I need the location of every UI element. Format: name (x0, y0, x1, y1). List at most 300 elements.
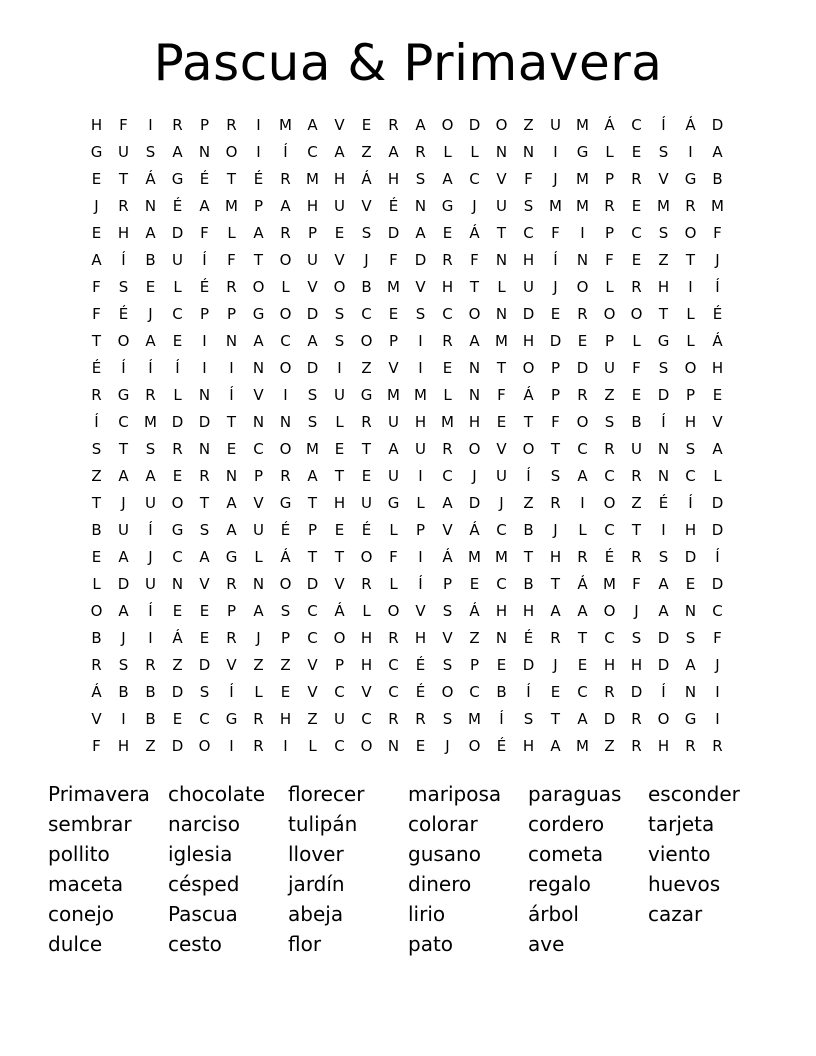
grid-letter[interactable]: S (685, 628, 696, 647)
grid-letter[interactable]: I (418, 547, 423, 566)
grid-letter[interactable]: A (253, 223, 264, 242)
grid-letter[interactable]: V (496, 169, 507, 188)
grid-letter[interactable]: É (712, 304, 723, 323)
grid-letter[interactable]: J (472, 466, 477, 485)
grid-letter[interactable]: F (713, 628, 722, 647)
grid-letter[interactable]: U (334, 709, 345, 728)
grid-letter[interactable]: C (604, 628, 615, 647)
grid-letter[interactable]: C (496, 574, 507, 593)
grid-letter[interactable]: S (118, 655, 129, 674)
grid-letter[interactable]: I (229, 736, 234, 755)
grid-letter[interactable]: P (226, 601, 237, 620)
grid-letter[interactable]: L (389, 520, 398, 539)
grid-letter[interactable]: C (523, 223, 534, 242)
grid-letter[interactable]: R (361, 574, 372, 593)
grid-letter[interactable]: D (657, 385, 670, 404)
grid-letter[interactable]: I (688, 277, 693, 296)
grid-letter[interactable]: D (549, 331, 562, 350)
grid-letter[interactable]: I (148, 628, 153, 647)
grid-letter[interactable]: É (415, 682, 426, 701)
grid-letter[interactable]: R (712, 736, 723, 755)
grid-letter[interactable]: D (711, 115, 724, 134)
grid-letter[interactable]: B (523, 520, 534, 539)
grid-letter[interactable]: U (550, 115, 561, 134)
grid-letter[interactable]: L (362, 601, 371, 620)
grid-letter[interactable]: V (334, 574, 345, 593)
grid-letter[interactable]: R (577, 385, 588, 404)
grid-letter[interactable]: J (256, 628, 261, 647)
grid-letter[interactable]: V (442, 628, 453, 647)
grid-letter[interactable]: C (334, 736, 345, 755)
grid-letter[interactable]: L (416, 493, 425, 512)
grid-letter[interactable]: M (468, 709, 481, 728)
grid-letter[interactable]: Í (175, 358, 180, 377)
grid-letter[interactable]: I (688, 142, 693, 161)
grid-letter[interactable]: H (414, 412, 427, 431)
grid-letter[interactable]: Á (577, 574, 588, 593)
grid-letter[interactable]: N (225, 466, 238, 485)
grid-letter[interactable]: C (361, 304, 372, 323)
grid-letter[interactable]: O (468, 304, 481, 323)
grid-letter[interactable]: V (307, 682, 318, 701)
grid-letter[interactable]: S (307, 385, 318, 404)
grid-letter[interactable]: L (605, 277, 614, 296)
grid-letter[interactable]: O (576, 277, 589, 296)
grid-letter[interactable]: T (496, 223, 507, 242)
grid-letter[interactable]: D (711, 574, 724, 593)
grid-letter[interactable]: G (171, 169, 184, 188)
grid-letter[interactable]: P (604, 223, 615, 242)
grid-letter[interactable]: H (522, 736, 535, 755)
grid-letter[interactable]: E (577, 655, 588, 674)
grid-letter[interactable]: Z (253, 655, 264, 674)
grid-letter[interactable]: C (253, 439, 264, 458)
grid-letter[interactable]: Á (712, 331, 723, 350)
grid-letter[interactable]: O (684, 223, 697, 242)
grid-letter[interactable]: Í (148, 520, 153, 539)
grid-letter[interactable]: U (172, 250, 183, 269)
grid-letter[interactable]: F (470, 250, 479, 269)
grid-letter[interactable]: E (415, 736, 426, 755)
grid-letter[interactable]: U (631, 439, 642, 458)
grid-letter[interactable]: J (499, 493, 504, 512)
grid-letter[interactable]: A (118, 466, 129, 485)
grid-letter[interactable]: J (364, 250, 369, 269)
grid-letter[interactable]: D (306, 574, 319, 593)
grid-letter[interactable]: D (657, 655, 670, 674)
grid-letter[interactable]: C (496, 520, 507, 539)
grid-letter[interactable]: H (387, 169, 400, 188)
grid-letter[interactable]: A (388, 142, 399, 161)
grid-letter[interactable]: M (468, 547, 481, 566)
grid-letter[interactable]: F (92, 736, 101, 755)
grid-letter[interactable]: T (631, 520, 642, 539)
grid-letter[interactable]: R (91, 385, 102, 404)
grid-letter[interactable]: N (468, 358, 481, 377)
grid-letter[interactable]: S (442, 601, 453, 620)
grid-letter[interactable]: E (145, 277, 156, 296)
grid-letter[interactable]: G (279, 493, 292, 512)
grid-letter[interactable]: M (306, 169, 319, 188)
grid-letter[interactable]: V (388, 358, 399, 377)
grid-letter[interactable]: A (226, 493, 237, 512)
grid-letter[interactable]: Í (715, 277, 720, 296)
grid-letter[interactable]: S (658, 223, 669, 242)
grid-letter[interactable]: H (522, 250, 535, 269)
grid-letter[interactable]: U (253, 520, 264, 539)
grid-letter[interactable]: V (361, 196, 372, 215)
grid-letter[interactable]: Z (523, 115, 534, 134)
grid-letter[interactable]: N (414, 196, 427, 215)
grid-letter[interactable]: I (256, 115, 261, 134)
grid-letter[interactable]: O (360, 331, 373, 350)
grid-letter[interactable]: D (603, 709, 616, 728)
grid-letter[interactable]: H (414, 628, 427, 647)
grid-letter[interactable]: D (306, 358, 319, 377)
grid-letter[interactable]: D (468, 115, 481, 134)
grid-letter[interactable]: J (715, 655, 720, 674)
grid-letter[interactable]: D (306, 304, 319, 323)
grid-letter[interactable]: É (658, 493, 669, 512)
grid-letter[interactable]: J (553, 520, 558, 539)
grid-letter[interactable]: D (171, 736, 184, 755)
grid-letter[interactable]: P (685, 385, 696, 404)
grid-letter[interactable]: V (307, 277, 318, 296)
grid-letter[interactable]: J (472, 196, 477, 215)
grid-letter[interactable]: P (226, 304, 237, 323)
grid-letter[interactable]: Á (334, 601, 345, 620)
grid-letter[interactable]: P (199, 115, 210, 134)
grid-letter[interactable]: J (445, 736, 450, 755)
grid-letter[interactable]: N (171, 574, 184, 593)
grid-letter[interactable]: J (148, 304, 153, 323)
grid-letter[interactable]: N (522, 142, 535, 161)
grid-letter[interactable]: O (225, 142, 238, 161)
grid-letter[interactable]: M (144, 412, 157, 431)
grid-letter[interactable]: Z (172, 655, 183, 674)
grid-letter[interactable]: A (577, 709, 588, 728)
grid-letter[interactable]: T (334, 466, 345, 485)
grid-letter[interactable]: F (713, 223, 722, 242)
grid-letter[interactable]: H (306, 196, 319, 215)
grid-letter[interactable]: É (604, 547, 615, 566)
grid-letter[interactable]: T (658, 304, 669, 323)
grid-letter[interactable]: Á (172, 628, 183, 647)
grid-letter[interactable]: I (661, 520, 666, 539)
grid-letter[interactable]: D (468, 493, 481, 512)
grid-letter[interactable]: P (388, 331, 399, 350)
grid-letter[interactable]: U (388, 466, 399, 485)
grid-letter[interactable]: B (523, 574, 534, 593)
grid-letter[interactable]: A (658, 574, 669, 593)
grid-letter[interactable]: N (684, 682, 697, 701)
grid-letter[interactable]: I (715, 682, 720, 701)
grid-letter[interactable]: Z (361, 142, 372, 161)
grid-letter[interactable]: E (91, 169, 102, 188)
grid-letter[interactable]: O (279, 250, 292, 269)
grid-letter[interactable]: H (711, 358, 724, 377)
grid-letter[interactable]: R (280, 466, 291, 485)
grid-letter[interactable]: Z (280, 655, 291, 674)
grid-letter[interactable]: N (225, 331, 238, 350)
grid-letter[interactable]: H (279, 709, 292, 728)
grid-letter[interactable]: A (280, 196, 291, 215)
grid-letter[interactable]: B (91, 628, 102, 647)
grid-letter[interactable]: R (199, 466, 210, 485)
grid-letter[interactable]: B (631, 412, 642, 431)
grid-letter[interactable]: H (603, 655, 616, 674)
grid-letter[interactable]: A (415, 115, 426, 134)
grid-letter[interactable]: E (226, 439, 237, 458)
grid-letter[interactable]: F (497, 385, 506, 404)
grid-letter[interactable]: O (387, 601, 400, 620)
grid-letter[interactable]: É (415, 655, 426, 674)
grid-letter[interactable]: O (333, 277, 346, 296)
grid-letter[interactable]: O (684, 358, 697, 377)
grid-letter[interactable]: Á (145, 169, 156, 188)
grid-letter[interactable]: C (469, 169, 480, 188)
grid-letter[interactable]: H (657, 277, 670, 296)
grid-letter[interactable]: E (91, 223, 102, 242)
grid-letter[interactable]: C (307, 142, 318, 161)
grid-letter[interactable]: D (171, 412, 184, 431)
grid-letter[interactable]: C (685, 466, 696, 485)
grid-letter[interactable]: H (549, 547, 562, 566)
grid-letter[interactable]: U (145, 574, 156, 593)
grid-letter[interactable]: E (361, 115, 372, 134)
grid-letter[interactable]: U (118, 520, 129, 539)
grid-letter[interactable]: Í (94, 412, 99, 431)
grid-letter[interactable]: E (91, 547, 102, 566)
grid-letter[interactable]: G (387, 493, 400, 512)
grid-letter[interactable]: H (360, 628, 373, 647)
grid-letter[interactable]: É (388, 196, 399, 215)
grid-letter[interactable]: R (631, 709, 642, 728)
grid-letter[interactable]: C (172, 547, 183, 566)
grid-letter[interactable]: É (496, 736, 507, 755)
grid-letter[interactable]: C (118, 412, 129, 431)
grid-letter[interactable]: A (199, 547, 210, 566)
grid-letter[interactable]: T (199, 493, 210, 512)
grid-letter[interactable]: H (117, 736, 130, 755)
grid-letter[interactable]: C (199, 709, 210, 728)
grid-letter[interactable]: R (172, 439, 183, 458)
grid-letter[interactable]: Í (499, 709, 504, 728)
grid-letter[interactable]: O (333, 628, 346, 647)
grid-letter[interactable]: U (334, 196, 345, 215)
grid-letter[interactable]: M (576, 736, 589, 755)
grid-letter[interactable]: É (523, 628, 534, 647)
grid-letter[interactable]: Á (604, 115, 615, 134)
grid-letter[interactable]: Í (661, 412, 666, 431)
grid-letter[interactable]: L (713, 466, 722, 485)
grid-letter[interactable]: T (118, 169, 129, 188)
grid-letter[interactable]: R (172, 115, 183, 134)
grid-letter[interactable]: C (280, 331, 291, 350)
grid-letter[interactable]: A (145, 331, 156, 350)
grid-letter[interactable]: Á (469, 223, 480, 242)
grid-letter[interactable]: A (334, 142, 345, 161)
grid-letter[interactable]: S (442, 655, 453, 674)
grid-letter[interactable]: J (121, 493, 126, 512)
grid-letter[interactable]: A (442, 493, 453, 512)
grid-letter[interactable]: T (307, 547, 318, 566)
grid-letter[interactable]: E (199, 601, 210, 620)
grid-letter[interactable]: J (94, 196, 99, 215)
grid-letter[interactable]: C (604, 466, 615, 485)
grid-letter[interactable]: O (603, 601, 616, 620)
grid-letter[interactable]: H (684, 520, 697, 539)
grid-letter[interactable]: L (389, 574, 398, 593)
grid-letter[interactable]: E (442, 223, 453, 242)
grid-letter[interactable]: A (253, 601, 264, 620)
grid-letter[interactable]: G (684, 709, 697, 728)
grid-letter[interactable]: L (497, 277, 506, 296)
grid-letter[interactable]: Í (121, 250, 126, 269)
grid-letter[interactable]: D (171, 223, 184, 242)
grid-letter[interactable]: R (145, 385, 156, 404)
grid-letter[interactable]: V (226, 655, 237, 674)
grid-letter[interactable]: E (631, 385, 642, 404)
grid-letter[interactable]: H (630, 655, 643, 674)
grid-letter[interactable]: L (254, 547, 263, 566)
grid-letter[interactable]: M (576, 115, 589, 134)
grid-letter[interactable]: É (253, 169, 264, 188)
grid-letter[interactable]: R (685, 736, 696, 755)
grid-letter[interactable]: A (658, 601, 669, 620)
grid-letter[interactable]: M (549, 196, 562, 215)
grid-letter[interactable]: L (470, 142, 479, 161)
grid-letter[interactable]: H (468, 412, 481, 431)
grid-letter[interactable]: C (469, 682, 480, 701)
grid-letter[interactable]: D (522, 304, 535, 323)
grid-letter[interactable]: F (632, 358, 641, 377)
grid-letter[interactable]: H (522, 331, 535, 350)
grid-letter[interactable]: T (118, 439, 129, 458)
grid-letter[interactable]: Í (553, 250, 558, 269)
grid-letter[interactable]: E (631, 250, 642, 269)
grid-letter[interactable]: T (253, 250, 264, 269)
grid-letter[interactable]: D (630, 682, 643, 701)
grid-letter[interactable]: I (229, 358, 234, 377)
grid-letter[interactable]: E (388, 304, 399, 323)
grid-letter[interactable]: G (117, 385, 130, 404)
grid-letter[interactable]: C (442, 304, 453, 323)
grid-letter[interactable]: J (553, 277, 558, 296)
grid-letter[interactable]: S (658, 358, 669, 377)
grid-letter[interactable]: N (684, 601, 697, 620)
grid-letter[interactable]: A (253, 331, 264, 350)
grid-letter[interactable]: U (334, 385, 345, 404)
grid-letter[interactable]: E (550, 304, 561, 323)
grid-letter[interactable]: A (550, 601, 561, 620)
grid-letter[interactable]: N (657, 439, 670, 458)
grid-letter[interactable]: Í (418, 574, 423, 593)
grid-letter[interactable]: N (495, 304, 508, 323)
grid-letter[interactable]: M (711, 196, 724, 215)
grid-letter[interactable]: D (684, 547, 697, 566)
grid-letter[interactable]: N (387, 736, 400, 755)
grid-letter[interactable]: Z (145, 736, 156, 755)
grid-letter[interactable]: S (685, 439, 696, 458)
grid-letter[interactable]: M (414, 385, 427, 404)
grid-letter[interactable]: R (631, 277, 642, 296)
grid-letter[interactable]: U (145, 493, 156, 512)
grid-letter[interactable]: H (657, 736, 670, 755)
grid-letter[interactable]: T (550, 439, 561, 458)
grid-letter[interactable]: S (415, 304, 426, 323)
grid-letter[interactable]: N (198, 439, 211, 458)
grid-letter[interactable]: S (658, 142, 669, 161)
grid-letter[interactable]: N (576, 250, 589, 269)
grid-letter[interactable]: R (631, 547, 642, 566)
grid-letter[interactable]: A (712, 439, 723, 458)
grid-letter[interactable]: O (603, 493, 616, 512)
grid-letter[interactable]: R (253, 709, 264, 728)
grid-letter[interactable]: J (553, 169, 558, 188)
grid-letter[interactable]: M (576, 196, 589, 215)
grid-letter[interactable]: P (253, 196, 264, 215)
grid-letter[interactable]: A (685, 655, 696, 674)
grid-letter[interactable]: R (442, 250, 453, 269)
grid-letter[interactable]: E (631, 142, 642, 161)
grid-letter[interactable]: C (388, 682, 399, 701)
grid-letter[interactable]: E (550, 682, 561, 701)
grid-letter[interactable]: T (496, 358, 507, 377)
grid-letter[interactable]: R (550, 628, 561, 647)
grid-letter[interactable]: V (91, 709, 102, 728)
grid-letter[interactable]: Í (202, 250, 207, 269)
grid-letter[interactable]: H (522, 601, 535, 620)
grid-letter[interactable]: R (253, 736, 264, 755)
grid-letter[interactable]: I (580, 493, 585, 512)
grid-letter[interactable]: V (307, 655, 318, 674)
grid-letter[interactable]: L (578, 520, 587, 539)
grid-letter[interactable]: A (307, 115, 318, 134)
grid-letter[interactable]: S (280, 601, 291, 620)
grid-letter[interactable]: B (118, 682, 129, 701)
grid-letter[interactable]: L (605, 142, 614, 161)
grid-letter[interactable]: I (580, 223, 585, 242)
grid-letter[interactable]: E (496, 412, 507, 431)
grid-letter[interactable]: L (254, 682, 263, 701)
grid-letter[interactable]: O (522, 439, 535, 458)
grid-letter[interactable]: S (523, 709, 534, 728)
grid-letter[interactable]: S (145, 142, 156, 161)
grid-letter[interactable]: E (280, 682, 291, 701)
grid-letter[interactable]: F (605, 250, 614, 269)
grid-letter[interactable]: Í (715, 547, 720, 566)
grid-letter[interactable]: T (550, 709, 561, 728)
grid-letter[interactable]: U (361, 493, 372, 512)
grid-letter[interactable]: Í (121, 358, 126, 377)
grid-letter[interactable]: P (253, 466, 264, 485)
grid-letter[interactable]: O (279, 439, 292, 458)
grid-letter[interactable]: E (334, 223, 345, 242)
grid-letter[interactable]: B (145, 709, 156, 728)
grid-letter[interactable]: Á (91, 682, 102, 701)
grid-letter[interactable]: R (631, 169, 642, 188)
grid-letter[interactable]: T (226, 412, 237, 431)
grid-letter[interactable]: A (712, 142, 723, 161)
grid-letter[interactable]: R (280, 169, 291, 188)
grid-letter[interactable]: R (604, 439, 615, 458)
grid-letter[interactable]: S (415, 169, 426, 188)
grid-letter[interactable]: Á (685, 115, 696, 134)
grid-letter[interactable]: P (307, 223, 318, 242)
grid-letter[interactable]: T (523, 412, 534, 431)
grid-letter[interactable]: F (200, 223, 209, 242)
